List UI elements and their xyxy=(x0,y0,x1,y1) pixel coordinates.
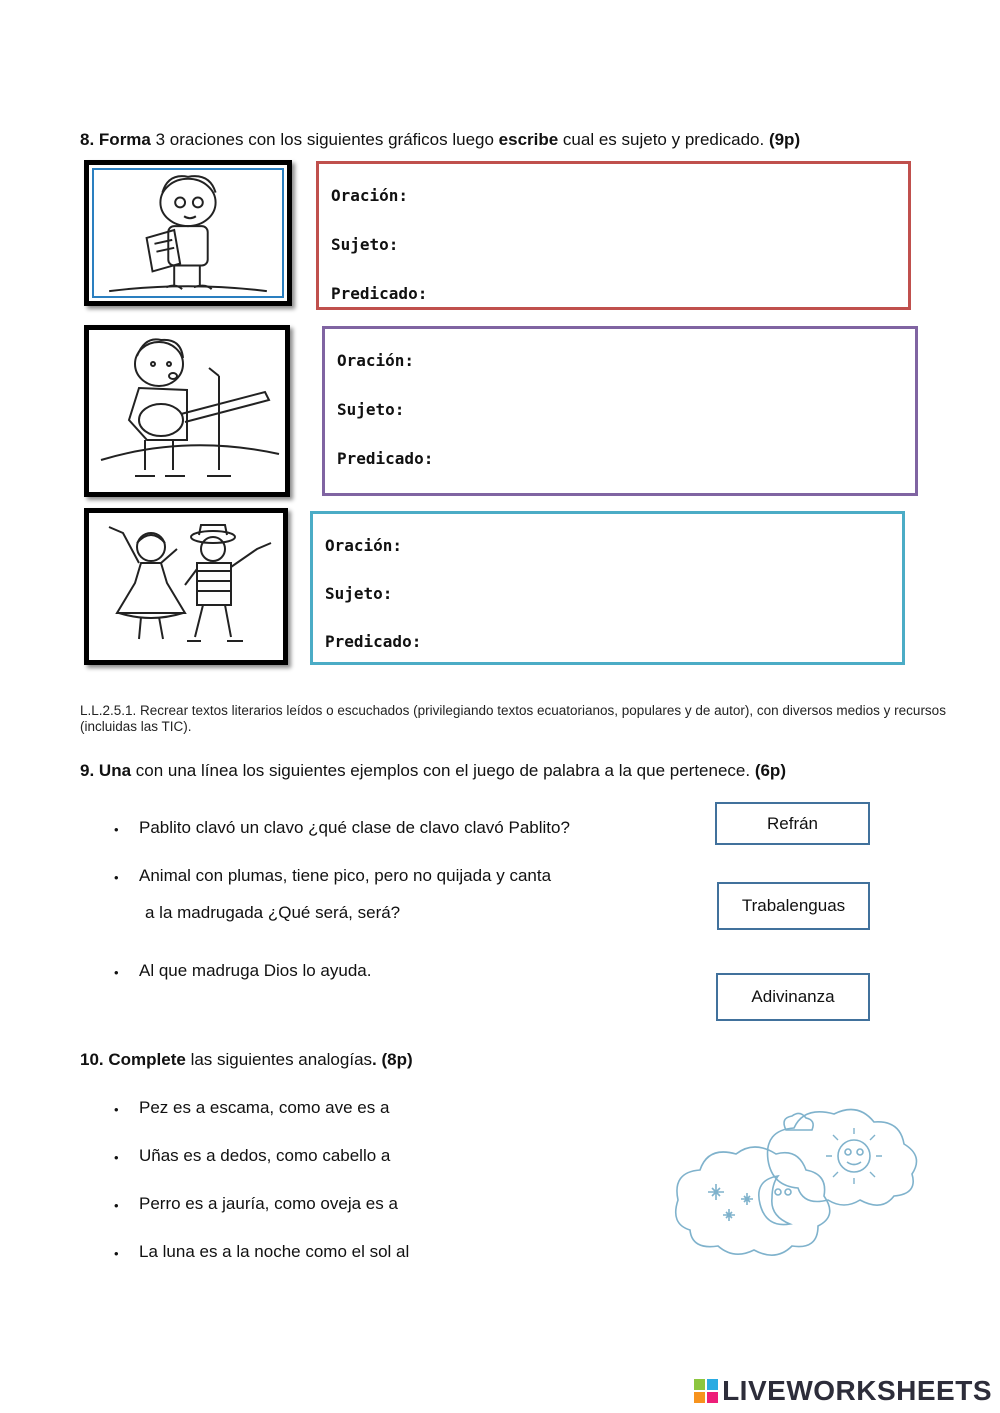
bullet: • xyxy=(114,965,119,980)
oracion-label: Oración: xyxy=(337,351,415,370)
q10-item-3: Perro es a jauría, como oveja es a xyxy=(139,1194,398,1213)
q9-item-1: Pablito clavó un clavo ¿qué clase de clavo clavó Pablito? xyxy=(139,818,570,837)
option-adivinanza[interactable]: Adivinanza xyxy=(716,973,870,1021)
answer-box-1[interactable] xyxy=(316,161,911,310)
bullet: • xyxy=(114,822,119,837)
curriculum-standard: L.L.2.5.1. Recrear textos literarios leídos o escuchados (privilegiando textos ecuatorianos, populares y de autor), con diversos medios y recursos (incluidas las TIC). xyxy=(80,703,946,734)
clouds-sun-moon-image xyxy=(668,1100,924,1258)
couple-dancing-drawing xyxy=(89,513,283,660)
answer-box-3[interactable] xyxy=(310,511,905,665)
oracion-label: Oración: xyxy=(331,186,409,205)
boy-reading-image xyxy=(84,160,292,306)
q9-title: 9. Una con una línea los siguientes ejemplos con el juego de palabra a la que pertenece. (6p) xyxy=(80,761,786,780)
q8-title: 8. Forma 3 oraciones con los siguientes gráficos luego escribe cual es sujeto y predicado. (9p) xyxy=(80,130,801,149)
q9-item-2-continuation: a la madrugada ¿Qué será, será? xyxy=(145,903,401,922)
boy-singing-guitar-image xyxy=(84,325,290,497)
bullet: • xyxy=(114,1150,119,1165)
bullet: • xyxy=(114,1102,119,1117)
sujeto-label: Sujeto: xyxy=(325,584,393,603)
q10-item-4: La luna es a la noche como el sol al xyxy=(139,1242,410,1261)
predicado-label: Predicado: xyxy=(331,284,428,303)
sujeto-label: Sujeto: xyxy=(337,400,405,419)
liveworksheets-logo-icon xyxy=(694,1379,718,1403)
brand-name: LIVEWORKSHEETS xyxy=(722,1375,992,1406)
answer-box-2[interactable] xyxy=(322,326,918,496)
boy-singing-drawing xyxy=(89,330,285,492)
oracion-label: Oración: xyxy=(325,536,403,555)
predicado-label: Predicado: xyxy=(325,632,422,651)
option-refran[interactable]: Refrán xyxy=(715,802,870,845)
q9-item-3: Al que madruga Dios lo ayuda. xyxy=(139,961,372,980)
bullet: • xyxy=(114,1246,119,1261)
bullet: • xyxy=(114,1198,119,1213)
couple-dancing-image xyxy=(84,508,288,665)
q10-item-1: Pez es a escama, como ave es a xyxy=(139,1098,390,1117)
liveworksheets-brand xyxy=(694,1375,992,1407)
q9-item-2: Animal con plumas, tiene pico, pero no quijada y canta xyxy=(139,866,552,885)
option-trabalenguas[interactable]: Trabalenguas xyxy=(717,882,870,930)
bullet: • xyxy=(114,870,119,885)
q10-item-2: Uñas es a dedos, como cabello a xyxy=(139,1146,391,1165)
boy-reading-drawing xyxy=(89,165,287,301)
sujeto-label: Sujeto: xyxy=(331,235,399,254)
predicado-label: Predicado: xyxy=(337,449,434,468)
q10-title: 10. Complete las siguientes analogías. (8p) xyxy=(80,1050,413,1069)
